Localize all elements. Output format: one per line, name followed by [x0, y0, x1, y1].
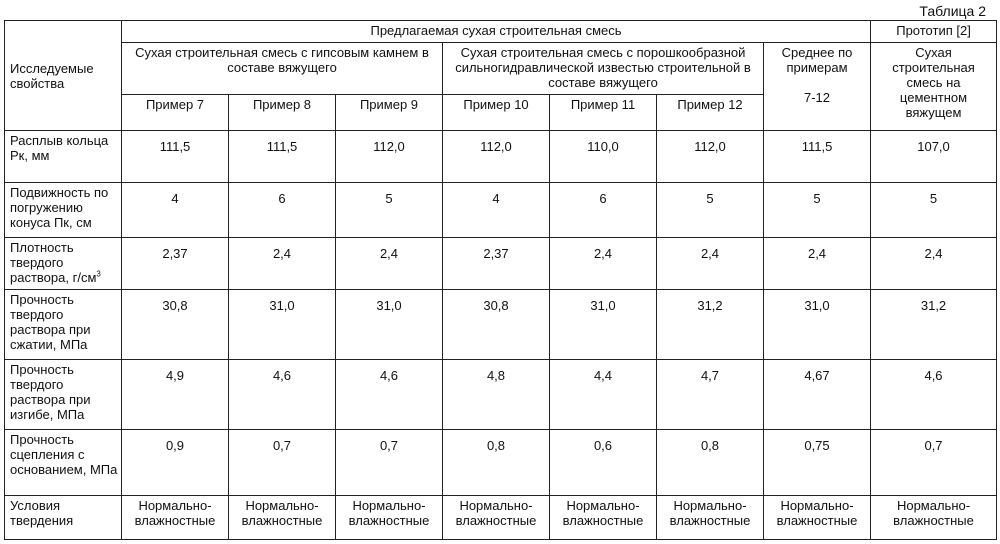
- lime-group-header: Сухая строительная смесь с порошкообразной сильногидравлической известью строительной в составе вяжущего: [443, 43, 764, 95]
- property-label: Плотность твердого раствора, $г/см^3$: [5, 238, 122, 290]
- value-cell: 2,4: [657, 238, 764, 290]
- value-cell: 5: [871, 183, 997, 238]
- value-cell: Нормально-влажностные: [871, 496, 997, 540]
- property-label: Условия твердения: [5, 496, 122, 540]
- value-cell: 110,0: [550, 131, 657, 183]
- table-caption: Таблица 2: [919, 3, 986, 19]
- value-cell: 112,0: [657, 131, 764, 183]
- value-cell: 6: [550, 183, 657, 238]
- value-cell: 4,9: [122, 360, 229, 430]
- example-header: Пример 7: [122, 95, 229, 131]
- results-table: [4, 20, 997, 540]
- value-cell: 2,4: [871, 238, 997, 290]
- value-cell: 0,9: [122, 430, 229, 496]
- example-header: Пример 11: [550, 95, 657, 131]
- table-row: [5, 496, 997, 540]
- table-row: [5, 183, 997, 238]
- example-header: Пример 8: [229, 95, 336, 131]
- value-cell: 112,0: [336, 131, 443, 183]
- example-header: Пример 10: [443, 95, 550, 131]
- value-cell: Нормально-влажностные: [657, 496, 764, 540]
- value-cell: 112,0: [443, 131, 550, 183]
- value-cell: 4: [443, 183, 550, 238]
- prototype-header: Прототип [2]: [871, 21, 997, 43]
- value-cell: 0,8: [443, 430, 550, 496]
- value-cell: 4,4: [550, 360, 657, 430]
- table-row: [5, 238, 997, 290]
- value-cell: 5: [657, 183, 764, 238]
- properties-header: Исследуемые свойства: [5, 21, 122, 131]
- value-cell: 4,6: [871, 360, 997, 430]
- gypsum-group-header: Сухая строительная смесь с гипсовым камнем в составе вяжущего: [122, 43, 443, 95]
- value-cell: 2,4: [764, 238, 871, 290]
- value-cell: 4,6: [336, 360, 443, 430]
- property-label: Подвижность по погружению конуса Пк, см: [5, 183, 122, 238]
- value-cell: 0,7: [336, 430, 443, 496]
- value-cell: 31,0: [764, 290, 871, 360]
- value-cell: 2,4: [550, 238, 657, 290]
- value-cell: 30,8: [443, 290, 550, 360]
- value-cell: 4,7: [657, 360, 764, 430]
- value-cell: 4,67: [764, 360, 871, 430]
- table-row: [5, 290, 997, 360]
- value-cell: 2,37: [122, 238, 229, 290]
- value-cell: 31,0: [336, 290, 443, 360]
- prototype-description: Сухая строительная смесь на цементном вяжущем: [871, 43, 997, 131]
- value-cell: Нормально-влажностные: [443, 496, 550, 540]
- value-cell: 31,2: [871, 290, 997, 360]
- property-label: Прочность твердого раствора при сжатии, МПа: [5, 290, 122, 360]
- value-cell: 0,75: [764, 430, 871, 496]
- property-label: Прочность твердого раствора при изгибе, МПа: [5, 360, 122, 430]
- proposed-mix-header: Предлагаемая сухая строительная смесь: [122, 21, 871, 43]
- value-cell: 4,6: [229, 360, 336, 430]
- value-cell: 31,0: [550, 290, 657, 360]
- value-cell: 4,8: [443, 360, 550, 430]
- value-cell: Нормально-влажностные: [336, 496, 443, 540]
- value-cell: 107,0: [871, 131, 997, 183]
- value-cell: 2,37: [443, 238, 550, 290]
- value-cell: Нормально-влажностные: [764, 496, 871, 540]
- value-cell: 30,8: [122, 290, 229, 360]
- value-cell: Нормально-влажностные: [229, 496, 336, 540]
- value-cell: 111,5: [229, 131, 336, 183]
- value-cell: 2,4: [229, 238, 336, 290]
- property-label: Расплыв кольца Рк, мм: [5, 131, 122, 183]
- value-cell: 0,6: [550, 430, 657, 496]
- value-cell: 31,0: [229, 290, 336, 360]
- value-cell: 4: [122, 183, 229, 238]
- example-header: Пример 12: [657, 95, 764, 131]
- value-cell: 0,7: [871, 430, 997, 496]
- table-row: [5, 131, 997, 183]
- example-header: Пример 9: [336, 95, 443, 131]
- value-cell: Нормально-влажностные: [122, 496, 229, 540]
- value-cell: 111,5: [764, 131, 871, 183]
- table-row: [5, 360, 997, 430]
- value-cell: 5: [764, 183, 871, 238]
- value-cell: 111,5: [122, 131, 229, 183]
- value-cell: Нормально-влажностные: [550, 496, 657, 540]
- value-cell: 6: [229, 183, 336, 238]
- average-header: Среднее по примерам 7-12: [764, 43, 871, 131]
- property-label: Прочность сцепления с основанием, МПа: [5, 430, 122, 496]
- value-cell: 5: [336, 183, 443, 238]
- value-cell: 2,4: [336, 238, 443, 290]
- value-cell: 0,8: [657, 430, 764, 496]
- value-cell: 0,7: [229, 430, 336, 496]
- value-cell: 31,2: [657, 290, 764, 360]
- table-row: [5, 430, 997, 496]
